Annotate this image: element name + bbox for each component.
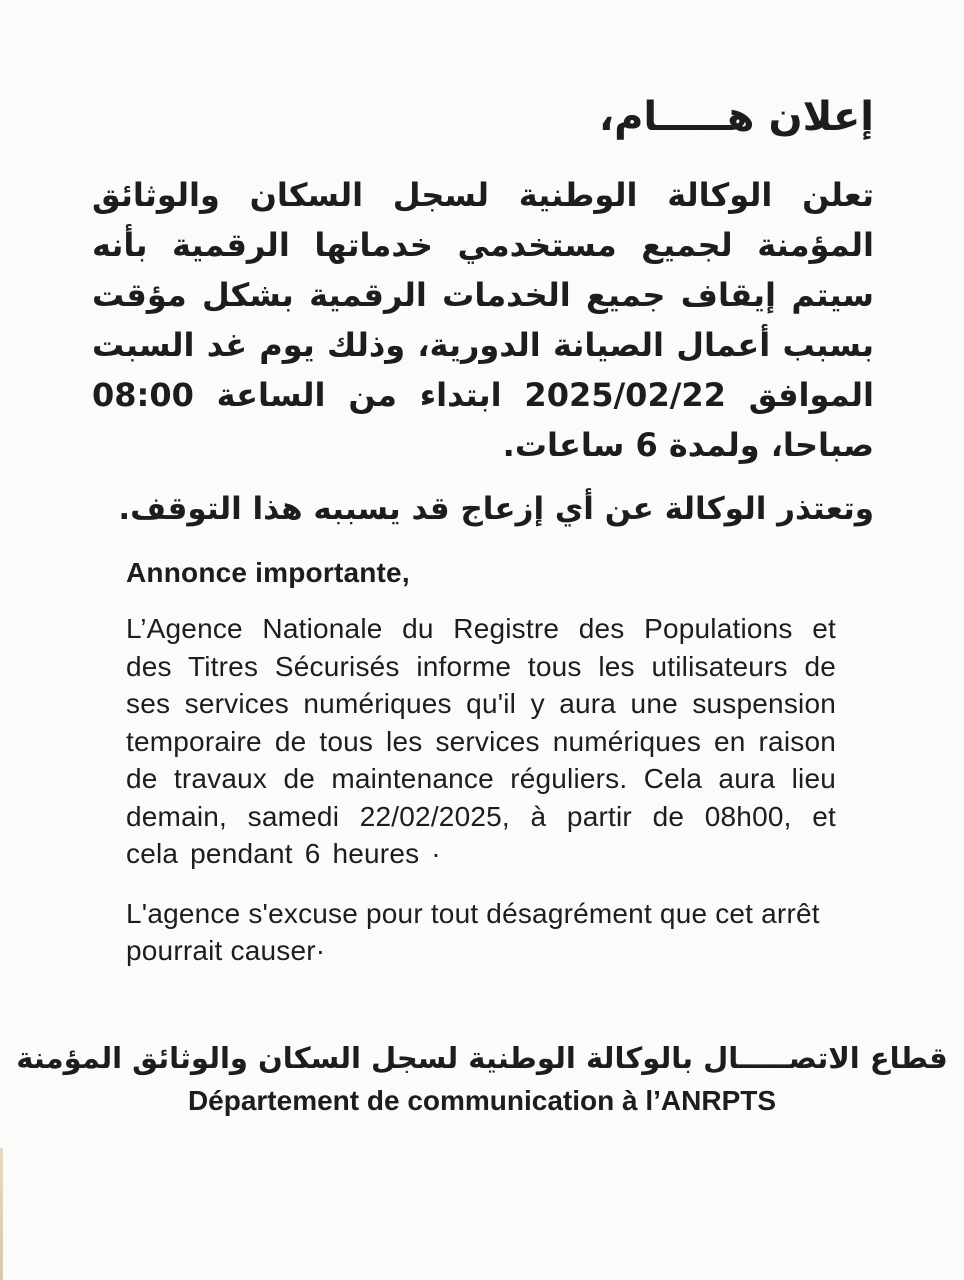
signature-block	[0, 1036, 964, 1118]
french-title: Annonce importante,	[126, 557, 410, 588]
scan-edge-artifact	[0, 1148, 3, 1280]
signature-arabic-line: قطاع الاتصـــــال بالوكالة الوطنية لسجل السكان والوثائق المؤمنة	[16, 1041, 948, 1075]
arabic-title: إعلان هـــــام،	[598, 94, 874, 140]
signature-french-line: Département de communication à l’ANRPTS	[187, 1085, 777, 1116]
french-apology-paragraph: L'agence s'excuse pour tout désagrément que cet arrêt pourrait causer·	[126, 897, 820, 966]
arabic-body-paragraph: تعلن الوكالة الوطنية لسجل السكان والوثائق المؤمنة لجميع مستخدمي خدماتها الرقمية بأنه سيتم إيقاف جميع الخدمات الرقمية بشكل مؤقت بسبب أعمال الصيانة الدورية، وذلك يوم غد السبت الموافق 2025/02/22 ابتداء من الساعة 08:00 صباحا، ولمدة 6 ساعات.	[92, 176, 875, 464]
arabic-apology-line: وتعتذر الوكالة عن أي إزعاج قد يسببه هذا التوقف.	[118, 491, 874, 527]
french-body-paragraph: L’Agence Nationale du Registre des Populations et des Titres Sécurisés informe tous les utilisateurs de ses services numériques qu'il y aura une suspension temporaire de tous les services numériques en raison de travaux de maintenance réguliers. Cela aura lieu demain, samedi 22/02/2025, à partir de 08h00, et cela pendant 6 heures ·	[126, 613, 836, 869]
